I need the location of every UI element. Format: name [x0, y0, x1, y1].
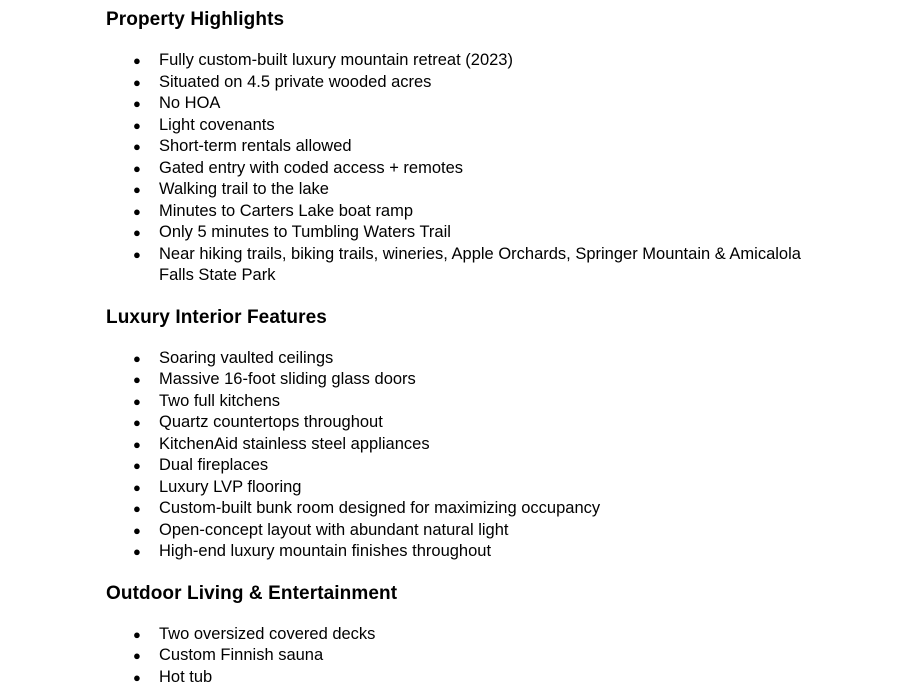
- bullet-icon: ●: [133, 667, 141, 688]
- list-item: [106, 115, 806, 137]
- list-item: [106, 434, 806, 456]
- list-item-text: Walking trail to the lake: [159, 180, 329, 198]
- list-item-text: High-end luxury mountain finishes throughout: [159, 542, 491, 560]
- bullet-list: [106, 348, 806, 563]
- list-item-text: Situated on 4.5 private wooded acres: [159, 73, 431, 91]
- list-item-text: Custom Finnish sauna: [159, 646, 323, 664]
- list-item-text: Short-term rentals allowed: [159, 137, 352, 155]
- list-item-text: Gated entry with coded access + remotes: [159, 159, 463, 177]
- section-heading: Luxury Interior Features: [106, 306, 806, 330]
- list-item: [106, 50, 806, 72]
- bullet-icon: ●: [133, 498, 141, 520]
- bullet-icon: ●: [133, 50, 141, 72]
- bullet-icon: ●: [133, 158, 141, 180]
- bullet-icon: ●: [133, 541, 141, 563]
- list-item: [106, 391, 806, 413]
- list-item: [106, 244, 806, 287]
- section-property-highlights: [106, 8, 806, 287]
- list-item: [106, 158, 806, 180]
- list-item-text: No HOA: [159, 94, 220, 112]
- document: [106, 8, 806, 688]
- list-item: [106, 645, 806, 667]
- list-item-text: Near hiking trails, biking trails, wineries, Apple Orchards, Springer Mountain & Amicalola Falls State Park: [159, 245, 801, 285]
- list-item-text: Massive 16-foot sliding glass doors: [159, 370, 416, 388]
- list-item: [106, 93, 806, 115]
- list-item-text: Only 5 minutes to Tumbling Waters Trail: [159, 223, 451, 241]
- list-item: [106, 520, 806, 542]
- bullet-icon: ●: [133, 412, 141, 434]
- bullet-icon: ●: [133, 348, 141, 370]
- section-heading: Outdoor Living & Entertainment: [106, 582, 806, 606]
- list-item-text: Light covenants: [159, 116, 275, 134]
- bullet-icon: ●: [133, 222, 141, 244]
- list-item: [106, 179, 806, 201]
- bullet-icon: ●: [133, 645, 141, 667]
- list-item: [106, 455, 806, 477]
- list-item: [106, 222, 806, 244]
- bullet-icon: ●: [133, 477, 141, 499]
- list-item: [106, 72, 806, 94]
- list-item: [106, 667, 806, 688]
- bullet-icon: ●: [133, 93, 141, 115]
- list-item: [106, 201, 806, 223]
- list-item-text: KitchenAid stainless steel appliances: [159, 435, 430, 453]
- bullet-list: [106, 50, 806, 287]
- list-item-text: Open-concept layout with abundant natural light: [159, 521, 508, 539]
- list-item-text: Fully custom-built luxury mountain retreat (2023): [159, 51, 513, 69]
- bullet-icon: ●: [133, 455, 141, 477]
- bullet-icon: ●: [133, 624, 141, 646]
- bullet-icon: ●: [133, 244, 141, 266]
- list-item: [106, 498, 806, 520]
- list-item-text: Two full kitchens: [159, 392, 280, 410]
- section-heading: Property Highlights: [106, 8, 806, 32]
- bullet-icon: ●: [133, 136, 141, 158]
- list-item-text: Luxury LVP flooring: [159, 478, 301, 496]
- list-item: [106, 348, 806, 370]
- bullet-icon: ●: [133, 520, 141, 542]
- bullet-icon: ●: [133, 201, 141, 223]
- list-item-text: Soaring vaulted ceilings: [159, 349, 333, 367]
- list-item: [106, 412, 806, 434]
- section-luxury-interior-features: [106, 306, 806, 563]
- list-item: [106, 624, 806, 646]
- bullet-icon: ●: [133, 434, 141, 456]
- list-item-text: Custom-built bunk room designed for maximizing occupancy: [159, 499, 600, 517]
- bullet-icon: ●: [133, 369, 141, 391]
- bullet-icon: ●: [133, 115, 141, 137]
- section-outdoor-living: [106, 582, 806, 688]
- list-item-text: Two oversized covered decks: [159, 625, 375, 643]
- list-item: [106, 136, 806, 158]
- list-item-text: Dual fireplaces: [159, 456, 268, 474]
- list-item-text: Hot tub: [159, 668, 212, 686]
- bullet-icon: ●: [133, 179, 141, 201]
- bullet-list: [106, 624, 806, 688]
- bullet-icon: ●: [133, 72, 141, 94]
- list-item: [106, 369, 806, 391]
- bullet-icon: ●: [133, 391, 141, 413]
- list-item: [106, 541, 806, 563]
- list-item: [106, 477, 806, 499]
- list-item-text: Minutes to Carters Lake boat ramp: [159, 202, 413, 220]
- list-item-text: Quartz countertops throughout: [159, 413, 383, 431]
